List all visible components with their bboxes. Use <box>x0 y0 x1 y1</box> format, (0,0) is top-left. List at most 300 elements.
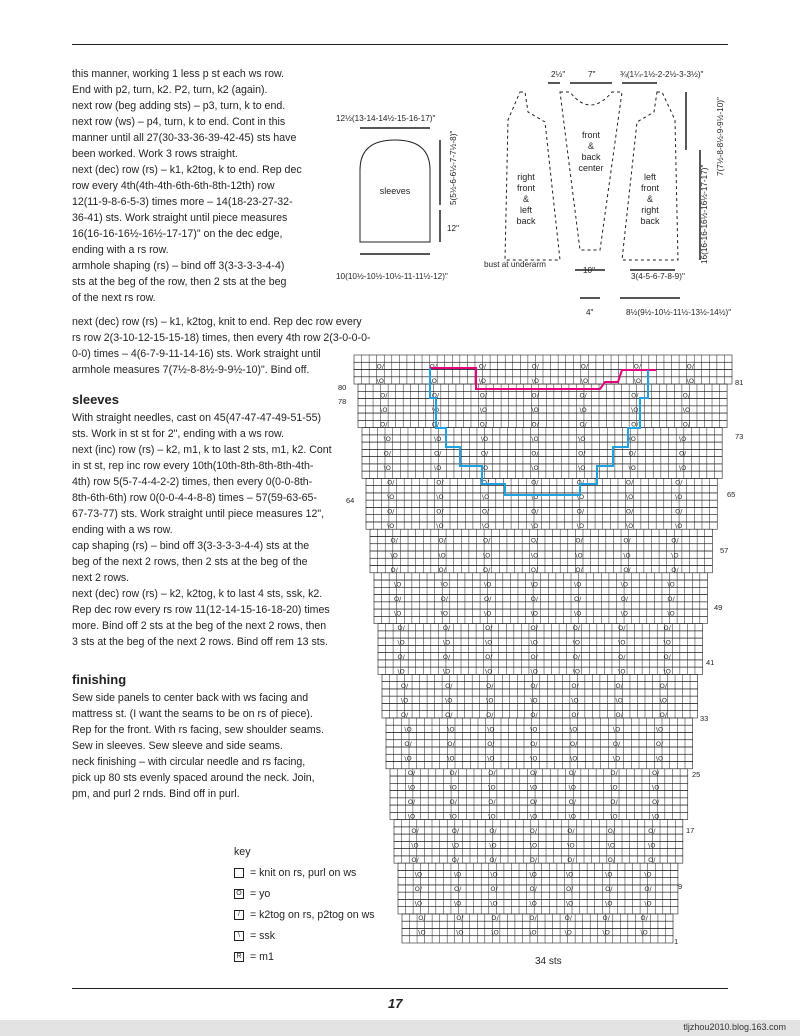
lace-stitch-symbol: O/ <box>447 740 455 748</box>
lace-stitch-symbol: \O <box>530 725 538 734</box>
lace-stitch-symbol: \O <box>579 406 587 415</box>
lace-stitch-symbol: O/ <box>631 391 639 400</box>
lace-stitch-symbol: \O <box>429 377 437 386</box>
lace-stitch-symbol: O/ <box>572 652 581 661</box>
lace-stitch-symbol: O/ <box>682 391 691 400</box>
lace-stitch-symbol: O/ <box>486 710 494 719</box>
armhole-depth-measure: 7(7½-8-8½-9-9½-10)" <box>716 97 725 176</box>
lace-stitch-symbol: O/ <box>625 478 634 487</box>
lace-stitch-symbol: O/ <box>531 449 539 458</box>
text-line: armhole measures 7(7½-8-8½-9-9½-10)". Bind off. <box>72 364 310 376</box>
chart-row <box>398 878 678 885</box>
lace-stitch-symbol: \O <box>490 899 498 908</box>
side-width-measure: 3(4-5-6-7-8-9)" <box>631 272 685 281</box>
lace-stitch-symbol: O/ <box>578 449 586 458</box>
chart-row <box>362 428 722 435</box>
lace-stitch-symbol: O/ <box>618 652 626 661</box>
lace-stitch-symbol: \O <box>615 696 623 705</box>
lace-stitch-symbol: \O <box>480 464 489 473</box>
lace-stitch-symbol: O/ <box>530 710 538 719</box>
lace-stitch-symbol: O/ <box>655 740 664 748</box>
lace-stitch-symbol: O/ <box>659 710 668 719</box>
text-line: 8th-6th-6th) row 0(0-0-4-4-8-8) times – 57(59-63-65- <box>72 492 317 504</box>
lace-stitch-symbol: \O <box>531 435 539 444</box>
lace-stitch-symbol: O/ <box>397 623 405 632</box>
lace-stitch-symbol: \O <box>490 870 498 879</box>
lace-stitch-symbol: \O <box>667 580 675 589</box>
lace-stitch-symbol: O/ <box>530 536 539 545</box>
lace-stitch-symbol: O/ <box>579 420 587 429</box>
text-line: Rep for the front. With rs facing, sew shoulder seams. <box>72 724 324 736</box>
lace-stitch-symbol: O/ <box>456 914 464 923</box>
lace-stitch-symbol: O/ <box>530 594 539 603</box>
lace-stitch-symbol: O/ <box>418 914 426 923</box>
lace-stitch-symbol: O/ <box>387 507 395 516</box>
lace-stitch-symbol: O/ <box>567 856 575 865</box>
text-line: Sew in sleeves. Sew sleeve and side seams. <box>72 740 283 752</box>
lace-stitch-symbol: O/ <box>671 536 679 545</box>
lace-stitch-symbol: \O <box>640 928 648 937</box>
key-item-m1: R = m1 <box>234 950 274 964</box>
lace-stitch-symbol: O/ <box>579 391 587 400</box>
chart-row <box>358 413 727 420</box>
lace-stitch-symbol: \O <box>449 812 457 821</box>
lace-stitch-symbol: \O <box>623 551 631 560</box>
lace-stitch-symbol: \O <box>612 725 621 734</box>
lace-stitch-symbol: O/ <box>602 914 610 923</box>
lace-stitch-symbol: O/ <box>570 740 578 748</box>
left-panel-label: left front & right back <box>640 172 660 226</box>
lace-stitch-symbol: \O <box>390 551 398 560</box>
lace-stitch-symbol: \O <box>531 522 539 531</box>
lace-stitch-symbol: O/ <box>612 740 621 748</box>
lace-stitch-symbol: \O <box>575 551 583 560</box>
lace-stitch-symbol: \O <box>530 667 538 676</box>
lace-stitch-symbol: \O <box>394 609 402 618</box>
text-line: next 2 rows. <box>72 572 130 584</box>
lace-stitch-symbol: O/ <box>633 362 642 371</box>
lace-stitch-symbol: \O <box>652 783 660 792</box>
chart-row <box>398 899 678 906</box>
lace-stitch-symbol: O/ <box>571 681 579 690</box>
lace-stitch-symbol: O/ <box>631 420 639 429</box>
lace-stitch-symbol: \O <box>529 812 538 821</box>
lace-stitch-symbol: O/ <box>530 565 539 574</box>
lace-stitch-symbol: O/ <box>438 565 446 574</box>
lace-stitch-symbol: \O <box>434 435 442 444</box>
chart-row <box>398 907 678 914</box>
lace-stitch-symbol: O/ <box>529 827 538 836</box>
lace-stitch-symbol: O/ <box>411 827 419 836</box>
sleeve-length-measure: 12" <box>447 224 460 233</box>
row-number-right: 49 <box>714 603 723 612</box>
chart-row <box>362 449 722 456</box>
text-line: With straight needles, cast on 45(47-47-47-49-51-55) <box>72 412 322 424</box>
lace-stitch-symbol: \O <box>404 754 412 763</box>
lace-stitch-symbol: \O <box>631 406 639 415</box>
footer-bar <box>0 1020 800 1036</box>
bottom-measure-b: 8½(9½-10½-11½-13½-14½)" <box>626 308 732 317</box>
lace-stitch-symbol: O/ <box>485 652 493 661</box>
lace-stitch-symbol: \O <box>456 928 464 937</box>
lace-stitch-symbol: \O <box>531 406 539 415</box>
lace-stitch-symbol: \O <box>686 377 694 386</box>
lace-stitch-symbol: O/ <box>675 478 683 487</box>
row-number-left: 64 <box>346 496 355 505</box>
sleeve-bottom-measure: 10(10½-10½-10½-11-11½-12)" <box>336 272 448 281</box>
lace-stitch-symbol: \O <box>655 725 664 734</box>
lace-stitch-symbol: \O <box>675 493 683 502</box>
lace-stitch-symbol: \O <box>411 841 419 850</box>
lace-stitch-symbol: \O <box>580 377 589 386</box>
lace-stitch-symbol: O/ <box>487 740 495 748</box>
lace-stitch-symbol: \O <box>565 899 574 908</box>
chart-row <box>370 529 712 536</box>
lace-stitch-symbol: \O <box>610 783 618 792</box>
lace-stitch-symbol: O/ <box>529 856 538 865</box>
chart-key <box>234 846 375 963</box>
chart-row <box>390 791 688 798</box>
lace-stitch-symbol: O/ <box>486 681 494 690</box>
text-line: neck finishing – with circular needle and rs facing, <box>72 756 306 768</box>
lace-stitch-symbol: \O <box>530 638 538 647</box>
lace-stitch-symbol: \O <box>675 522 683 531</box>
lace-stitch-symbol: O/ <box>404 740 412 748</box>
lace-stitch-symbol: \O <box>607 841 616 850</box>
chart-row <box>370 544 712 551</box>
lace-stitch-symbol: \O <box>578 435 586 444</box>
text-line: armhole shaping (rs) – bind off 3(3-3-3-3-4-4) <box>72 260 285 272</box>
text-line: beg of the next 2 rows, then 2 sts at the beg of the <box>72 556 308 568</box>
text-line: End with p2, turn, k2. P2, turn, k2 (again). <box>72 84 268 96</box>
lace-stitch-symbol: \O <box>383 435 391 444</box>
lace-stitch-symbol: \O <box>529 783 538 792</box>
lace-stitch-symbol: \O <box>485 638 493 647</box>
lace-stitch-symbol: \O <box>565 870 574 879</box>
lace-stitch-symbol: O/ <box>531 362 539 371</box>
key-item-k2tog: / = k2tog on rs, p2tog on ws <box>234 908 375 922</box>
text-line: manner until all 27(30-33-36-39-42-45) sts have <box>72 132 297 144</box>
lace-stitch-symbol: O/ <box>648 827 656 836</box>
lace-stitch-symbol: \O <box>397 667 405 676</box>
chart-row <box>390 776 688 783</box>
lace-stitch-symbol: O/ <box>628 449 636 458</box>
lace-stitch-symbol: O/ <box>480 449 489 458</box>
lace-stitch-symbol: \O <box>431 406 440 415</box>
finishing-heading: finishing <box>72 672 127 687</box>
lace-stitch-symbol: O/ <box>574 594 582 603</box>
lace-stitch-symbol: O/ <box>568 798 576 807</box>
lace-stitch-symbol: O/ <box>429 362 437 371</box>
lace-stitch-symbol: O/ <box>620 594 629 603</box>
lace-stitch-symbol: O/ <box>397 652 405 661</box>
lace-stitch-symbol: O/ <box>390 565 398 574</box>
lace-stitch-symbol: \O <box>530 580 539 589</box>
lace-stitch-symbol: O/ <box>445 710 453 719</box>
lace-stitch-symbol: O/ <box>411 856 419 865</box>
lace-stitch-symbol: \O <box>436 493 444 502</box>
bust-label: bust at underarm <box>484 260 546 269</box>
chart-row <box>390 805 688 812</box>
lace-stitch-symbol: \O <box>407 812 416 821</box>
text-line: ending with a ws row. <box>72 524 173 536</box>
lace-stitch-symbol: \O <box>400 696 409 705</box>
lace-stitch-symbol: \O <box>605 870 613 879</box>
page-number: 17 <box>388 996 403 1011</box>
text-line: cap shaping (rs) – bind off 3(3-3-3-3-4-4) sts at the <box>72 540 310 552</box>
row-number-right: 65 <box>727 490 736 499</box>
text-line: next row (ws) – p4, turn, k to end. Cont in this <box>72 116 286 128</box>
key-title: key <box>234 846 251 858</box>
lace-stitch-symbol: O/ <box>529 769 538 778</box>
lace-stitch-symbol: \O <box>447 754 455 763</box>
chart-row <box>362 442 722 449</box>
text-line: this manner, working 1 less p st each ws row. <box>72 68 284 80</box>
lace-stitch-symbol: O/ <box>442 623 451 632</box>
lace-stitch-symbol: \O <box>625 493 634 502</box>
lace-stitch-symbol: \O <box>404 725 412 734</box>
lace-stitch-symbol: \O <box>484 580 492 589</box>
chart-row <box>358 406 727 413</box>
lace-stitch-symbol: \O <box>434 464 442 473</box>
key-item-ssk: \ = ssk <box>234 929 275 943</box>
right-panel-label: right front & left back <box>516 172 536 226</box>
chart-row <box>378 645 703 652</box>
lace-stitch-symbol: O/ <box>531 478 539 487</box>
lace-stitch-symbol: O/ <box>607 856 616 865</box>
row-number-right: 17 <box>686 826 695 835</box>
lace-stitch-symbol: O/ <box>485 623 493 632</box>
row-number-left: 80 <box>338 383 347 392</box>
lace-stitch-symbol: \O <box>570 725 578 734</box>
lace-stitch-symbol: \O <box>488 812 496 821</box>
lace-stitch-symbol: O/ <box>615 681 623 690</box>
text-line: 3 sts at the beg of the next 2 rows. Bind off rem 13 sts. <box>72 636 328 648</box>
lace-stitch-symbol: \O <box>482 551 491 560</box>
text-line: 12(11-9-8-6-5-3) times more – 14(18-23-27-32- <box>72 196 293 208</box>
lace-stitch-symbol: O/ <box>565 885 574 894</box>
lace-stitch-symbol: \O <box>481 493 490 502</box>
lace-stitch-symbol: O/ <box>575 536 583 545</box>
lace-stitch-symbol: O/ <box>530 623 538 632</box>
lace-stitch-symbol: \O <box>376 377 384 386</box>
lace-stitch-symbol: O/ <box>431 391 440 400</box>
chart-row <box>398 892 678 899</box>
lace-stitch-symbol: O/ <box>682 420 691 429</box>
yo-symbol-icon: O <box>234 889 244 899</box>
lace-stitch-symbol: O/ <box>431 420 440 429</box>
lace-stitch-symbol: \O <box>447 725 455 734</box>
text-line: 67-73-77) sts. Work straight until piece measures 12", <box>72 508 325 520</box>
bottom-measure-a: 4" <box>586 308 594 317</box>
lace-stitch-symbol: O/ <box>623 565 631 574</box>
chart-row <box>362 464 722 471</box>
text-line: sts. Work in st st for 2", ending with a ws row. <box>72 428 284 440</box>
footer-watermark: tljzhou2010.blog.163.com <box>683 1022 786 1032</box>
lace-stitch-symbol: O/ <box>531 507 539 516</box>
chart-row <box>378 660 703 667</box>
lace-stitch-symbol: O/ <box>568 769 576 778</box>
lace-stitch-symbol: \O <box>442 667 451 676</box>
lace-stitch-symbol: O/ <box>479 420 488 429</box>
lace-stitch-symbol: \O <box>488 783 496 792</box>
lace-stitch-symbol: \O <box>605 899 613 908</box>
lace-stitch-symbol: O/ <box>529 798 538 807</box>
lace-stitch-symbol: \O <box>529 899 537 908</box>
lace-stitch-symbol: O/ <box>436 507 444 516</box>
chart-grid <box>354 355 732 943</box>
text-line: pick up 80 sts evenly spaced around the neck. Join, <box>72 772 315 784</box>
side-length-measure: 16(16-16-16½-16½-17-17)" <box>700 164 709 264</box>
lace-stitch-symbol: O/ <box>607 827 616 836</box>
chart-row <box>370 566 712 573</box>
lace-stitch-symbol: \O <box>620 609 629 618</box>
chart-row <box>378 653 703 660</box>
lace-stitch-symbol: \O <box>602 928 610 937</box>
lace-stitch-symbol: \O <box>571 696 579 705</box>
lace-stitch-symbol: O/ <box>610 769 618 778</box>
top-measure-b: 7" <box>588 70 596 79</box>
text-line: 0-0) times – 4(6-7-9-11-14-16) sts. Work straight until <box>72 348 321 360</box>
text-line: rs row 2(3-10-12-15-15-18) times, then every 4th row 2(3-0-0-0- <box>72 332 371 344</box>
lace-stitch-symbol: O/ <box>580 362 589 371</box>
lace-stitch-symbol: \O <box>451 841 460 850</box>
lace-stitch-symbol: \O <box>440 609 448 618</box>
text-line: next (dec) row (rs) – k1, k2tog, knit to end. Rep dec row every <box>72 316 362 328</box>
lace-stitch-symbol: \O <box>568 783 576 792</box>
chart-row <box>398 885 678 892</box>
lace-stitch-symbol: O/ <box>618 623 626 632</box>
chart-row <box>378 624 703 631</box>
lace-stitch-symbol: O/ <box>678 449 687 458</box>
lace-stitch-symbol: O/ <box>449 769 457 778</box>
row-number-right: 73 <box>735 432 744 441</box>
top-measure-a: 2½" <box>551 70 566 79</box>
lace-stitch-symbol: \O <box>531 377 539 386</box>
lace-stitch-symbol: \O <box>449 783 457 792</box>
lace-stitch-symbol: \O <box>576 493 585 502</box>
lace-stitch-symbol: \O <box>478 377 487 386</box>
lace-stitch-symbol: O/ <box>671 565 679 574</box>
lace-stitch-symbol: O/ <box>605 885 613 894</box>
lace-stitch-symbol: O/ <box>414 885 423 894</box>
lace-stitch-symbol: O/ <box>488 798 496 807</box>
lace-stitch-symbol: \O <box>387 493 395 502</box>
center-panel-label: front & back center <box>578 130 604 173</box>
lace-stitch-symbol: O/ <box>478 362 487 371</box>
lace-stitch-symbol: O/ <box>394 594 402 603</box>
lace-stitch-symbol: O/ <box>490 885 498 894</box>
lace-stitch-symbol: O/ <box>434 449 442 458</box>
lace-stitch-symbol: O/ <box>667 594 675 603</box>
lace-stitch-symbol: \O <box>414 870 423 879</box>
lace-stitch-symbol: \O <box>625 522 634 531</box>
key-item-knit: = knit on rs, purl on ws <box>234 866 356 880</box>
lace-stitch-symbol: O/ <box>407 769 416 778</box>
chart-row <box>370 551 712 558</box>
lace-stitch-symbol: \O <box>659 696 668 705</box>
lace-stitch-symbol: O/ <box>531 391 539 400</box>
k2tog-symbol-icon: / <box>234 910 244 920</box>
lace-stitch-symbol: O/ <box>383 449 391 458</box>
lace-stitch-symbol: O/ <box>529 885 537 894</box>
lace-stitch-symbol: O/ <box>489 856 497 865</box>
lace-stitch-symbol: O/ <box>453 885 462 894</box>
lace-stitch-symbol: O/ <box>387 478 395 487</box>
lace-stitch-symbol: O/ <box>482 565 491 574</box>
lace-stitch-symbol: O/ <box>576 478 585 487</box>
lace-stitch-symbol: \O <box>491 928 499 937</box>
lace-stitch-symbol: O/ <box>380 391 388 400</box>
row-number-right: 33 <box>700 714 709 723</box>
lace-stitch-symbol: \O <box>453 899 462 908</box>
text-line: pm, and purl 2 rnds. Bind off in purl. <box>72 788 240 800</box>
lace-stitch-symbol: \O <box>620 580 629 589</box>
text-line: next (inc) row (rs) – k2, m1, k to last 2 sts, m1, k2. Cont <box>72 444 332 456</box>
lace-stitch-symbol: O/ <box>489 827 497 836</box>
lace-stitch-symbol: O/ <box>564 914 572 923</box>
lace-stitch-symbol: \O <box>663 638 671 647</box>
lace-stitch-symbol: \O <box>578 464 586 473</box>
sleeves-heading: sleeves <box>72 392 119 407</box>
lace-stitch-symbol: O/ <box>625 507 634 516</box>
text-line: 16(16-16-16½-16½-17-17)" on the dec edge, <box>72 228 283 240</box>
text-line: ending with a rs row. <box>72 244 169 256</box>
lace-stitch-symbol: O/ <box>572 623 581 632</box>
lace-stitch-symbol: O/ <box>659 681 668 690</box>
lace-stitch-symbol: \O <box>438 551 446 560</box>
lace-stitch-symbol: \O <box>387 522 395 531</box>
top-measure-c: ¾(1¼-1½-2-2½-3-3½)" <box>620 70 704 79</box>
lace-stitch-symbol: O/ <box>531 420 539 429</box>
row-number-right: 1 <box>674 937 679 946</box>
chart-row <box>378 638 703 645</box>
lace-stitch-symbol: O/ <box>400 710 409 719</box>
lace-stitch-symbol: \O <box>479 406 488 415</box>
text-line: of the next rs row. <box>72 292 156 304</box>
row-number-right: 81 <box>735 378 744 387</box>
lace-stitch-symbol: O/ <box>451 856 460 865</box>
lace-stitch-symbol: O/ <box>567 827 575 836</box>
lace-stitch-symbol: \O <box>530 754 538 763</box>
lace-stitch-symbol: O/ <box>380 420 388 429</box>
sleeve-label: sleeves <box>379 186 411 196</box>
lace-stitch-symbol: O/ <box>376 362 384 371</box>
chart-row <box>378 667 703 674</box>
lace-stitch-symbol: \O <box>531 493 539 502</box>
bottom-rule <box>72 988 728 989</box>
lace-stitch-symbol: \O <box>644 899 652 908</box>
lace-stitch-symbol: O/ <box>407 798 416 807</box>
chart-row <box>370 558 712 565</box>
lace-stitch-symbol: O/ <box>438 536 446 545</box>
row-number-left: 78 <box>338 397 347 406</box>
lace-stitch-symbol: \O <box>394 580 402 589</box>
center-width-measure: 10" <box>583 266 596 275</box>
lace-stitch-symbol: O/ <box>451 827 460 836</box>
lace-stitch-symbol: O/ <box>575 565 583 574</box>
lace-stitch-symbol: O/ <box>530 652 538 661</box>
knit-symbol-icon <box>234 868 244 878</box>
lace-stitch-symbol: \O <box>445 696 453 705</box>
ssk-symbol-icon: \ <box>234 931 244 941</box>
text-line: been worked. Work 3 rows straight. <box>72 148 238 160</box>
lace-stitch-symbol: O/ <box>529 914 537 923</box>
text-line: next (dec) row (rs) – k1, k2tog, k to end. Rep dec <box>72 164 302 176</box>
lace-stitch-symbol: \O <box>414 899 423 908</box>
lace-stitch-symbol: O/ <box>479 391 488 400</box>
text-line: next (dec) row (rs) – k2, k2tog, k to last 4 sts, ssk, k2. <box>72 588 323 600</box>
